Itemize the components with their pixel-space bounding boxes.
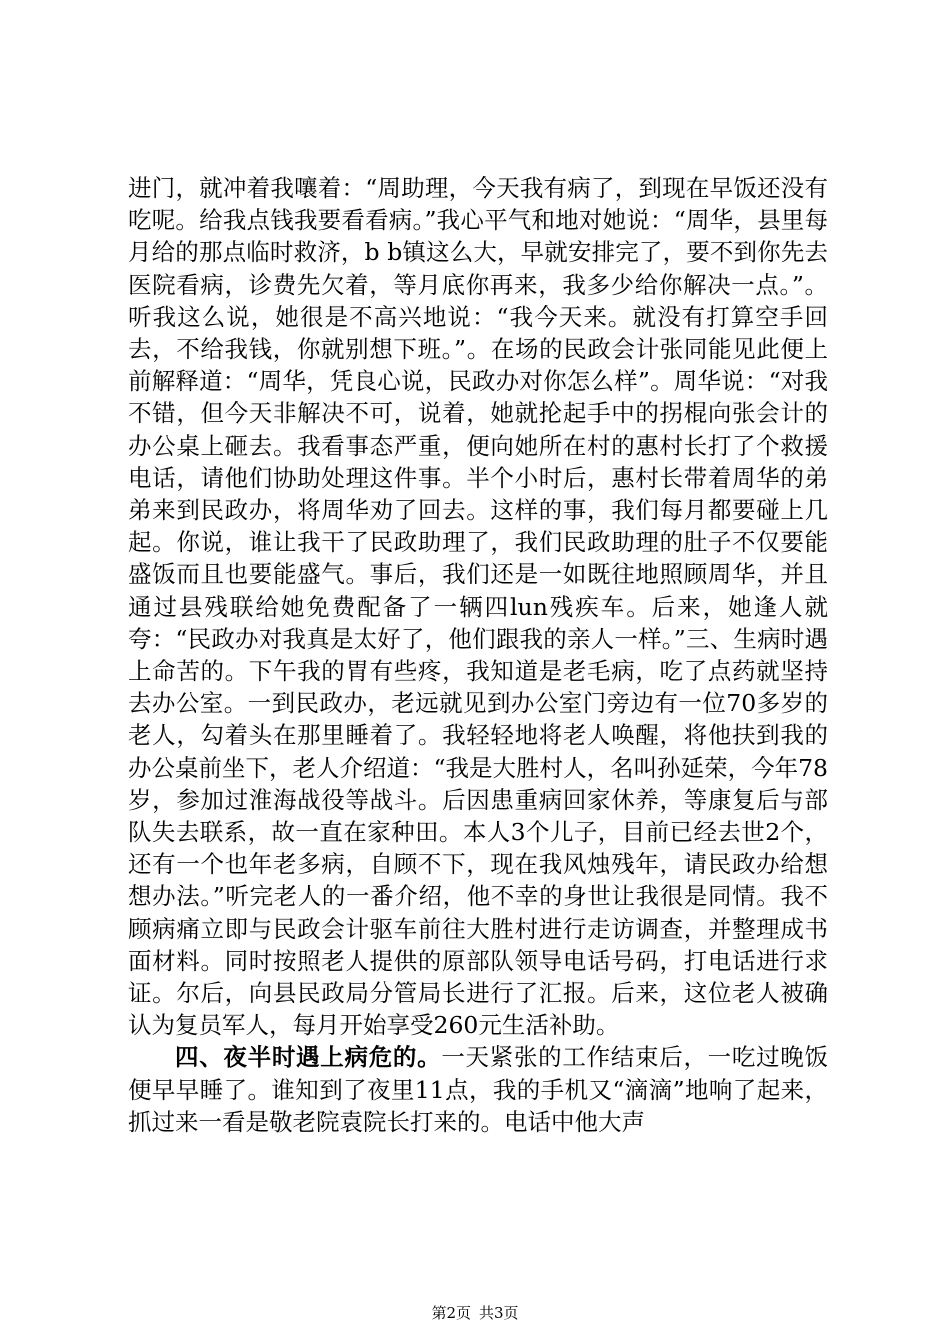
page-number: 第2页 <box>431 1304 471 1322</box>
paragraph-section-four <box>128 1041 828 1138</box>
section-heading: 四、夜半时遇上病危的。 <box>175 1043 442 1072</box>
page-footer <box>0 1303 950 1323</box>
paragraph-text: 一天紧张的工作结束后，一吃过晚饭便早早睡了。谁知到了夜里11点，我的手机又“滴滴”地响了起来，抓过来一看是敬老院袁院长打来的。电话中他大声 <box>128 1043 829 1136</box>
page-total: 共3页 <box>479 1304 519 1322</box>
paragraph-text: 进门，就冲着我嚷着：“周助理，今天我有病了，到现在早饭还没有吃呢。给我点钱我要看看病。”我心平气和地对她说：“周华，县里每月给的那点临时救济，b b镇这么大，早就安排完了，要不到你先去医院看病，诊费先欠着，等月底你再来，我多少给你解决一点。”。听我这么说，她很是不高兴地说：“我今天来。就没有打算空手回去，不给我钱，你就别想下班。”。在场的民政会计张同能见此便上前解释道：“周华，凭良心说，民政办对你怎么样”。周华说：“对我不错，但今天非解决不可，说着，她就抡起手中的拐棍向张会计的办公桌上砸去。我看事态严重，便向她所在村的惠村长打了个救援电话，请他们协助处理这件事。半个小时后，惠村长带着周华的弟弟来到民政办，将周华劝了回去。这样的事，我们每月都要碰上几起。你说，谁让我干了民政助理了，我们民政助理的肚子不仅要能盛饭而且也要能盛气。事后，我们还是一如既往地照顾周华，并且通过县残联给她免费配备了一辆四lun残疾车。后来，她逢人就夸：“民政办对我真是太好了，他们跟我的亲人一样。”三、生病时遇上命苦的。下午我的胃有些疼，我知道是老毛病，吃了点药就坚持去办公室。一到民政办，老远就见到办公室门旁边有一位70多岁的老人，勾着头在那里睡着了。我轻轻地将老人唤醒，将他扶到我的办公桌前坐下，老人介绍道：“我是大胜村人，名叫孙延荣，今年78岁，参加过淮海战役等战斗。后因患重病回家休养，等康复后与部队失去联系，故一直在家种田。本人3个儿子，目前已经去世2个，还有一个也年老多病，自顾不下，现在我风烛残年，请民政办给想想办法。”听完老人的一番介绍，他不幸的身世让我很是同情。我不顾病痛立即与民政会计驱车前往大胜村进行走访调查，并整理成书面材料。同时按照老人提供的原部队领导电话号码，打电话进行求证。尔后，向县民政局分管局长进行了汇报。后来，这位老人被确认为复员军人，每月开始享受260元生活补助。 <box>128 174 828 1040</box>
document-body <box>128 172 828 1138</box>
paragraph-continued <box>128 172 828 1041</box>
